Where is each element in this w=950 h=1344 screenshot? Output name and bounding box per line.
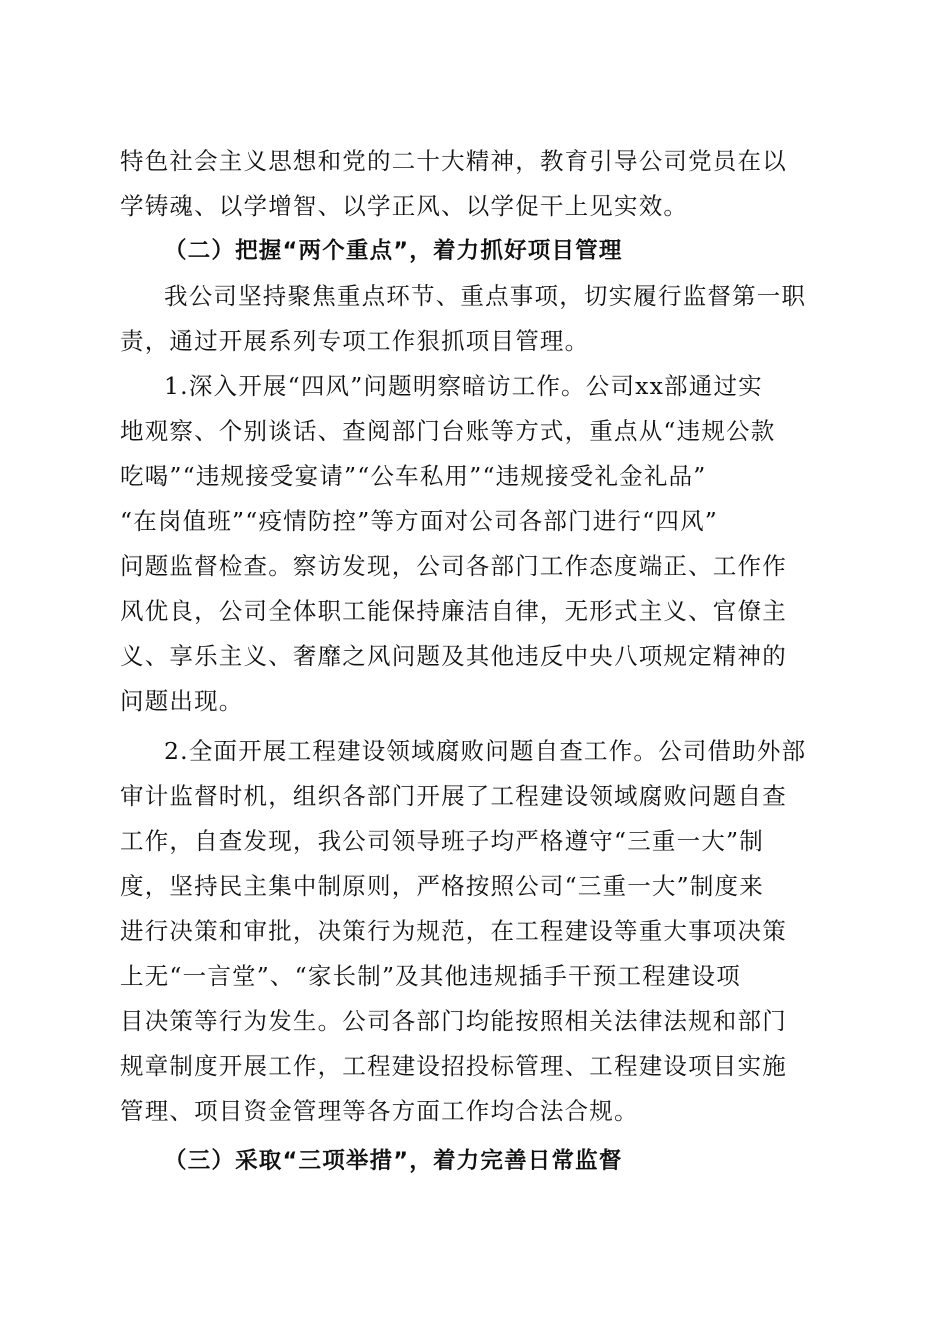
text-line: 度，坚持民主集中制原则，严格按照公司“三重一大”制度来 [120, 872, 764, 900]
text-line: 学铸魂、以学增智、以学正风、以学促干上见实效。 [120, 192, 689, 220]
text-line: 目决策等行为发生。公司各部门均能按照相关法律法规和部门 [120, 1007, 787, 1035]
text-line: 风优良，公司全体职工能保持廉洁自律，无形式主义、官僚主 [120, 597, 787, 625]
document-body [120, 139, 830, 1184]
text-line: 规章制度开展工作，工程建设招投标管理、工程建设项目实施 [120, 1052, 787, 1080]
text-line: 上无“一言堂”、“家长制”及其他违规插手干预工程建设项 [120, 962, 741, 990]
paragraph-intro [120, 274, 830, 364]
text-line: 义、享乐主义、奢靡之风问题及其他违反中央八项规定精神的 [120, 642, 787, 670]
paragraph-item-2 [120, 729, 830, 1134]
text-line: “在岗值班”“疫情防控”等方面对公司各部门进行“四风” [120, 507, 718, 535]
text-line: 我公司坚持聚焦重点环节、重点事项，切实履行监督第一职 [164, 282, 807, 310]
text-line: 吃喝”“违规接受宴请”“公车私用”“违规接受礼金礼品” [120, 462, 707, 490]
paragraph-item-1 [120, 364, 830, 724]
text-line: 责，通过开展系列专项工作狠抓项目管理。 [120, 327, 590, 355]
text-line: 进行决策和审批，决策行为规范，在工程建设等重大事项决策 [120, 917, 787, 945]
text-line: 1.深入开展“四风”问题明察暗访工作。公司xx部通过实 [164, 372, 763, 400]
text-line: 问题出现。 [120, 687, 244, 715]
text-line: 工作，自查发现，我公司领导班子均严格遵守“三重一大”制 [120, 827, 764, 855]
section-heading-2: （二）把握“两个重点”，着力抓好项目管理 [164, 238, 623, 264]
text-line: 地观察、个别谈话、查阅部门台账等方式，重点从“违规公款 [120, 417, 776, 445]
text-line: 2.全面开展工程建设领域腐败问题自查工作。公司借助外部 [164, 737, 807, 765]
text-line: 审计监督时机，组织各部门开展了工程建设领域腐败问题自查 [120, 782, 787, 810]
section-heading-3: （三）采取“三项举措”，着力完善日常监督 [164, 1148, 623, 1174]
text-line: 管理、项目资金管理等各方面工作均合法合规。 [120, 1097, 639, 1125]
paragraph-continuation [120, 139, 830, 229]
text-line: 特色社会主义思想和党的二十大精神，教育引导公司党员在以 [120, 147, 787, 175]
text-line: 问题监督检查。察访发现，公司各部门工作态度端正、工作作 [120, 552, 787, 580]
